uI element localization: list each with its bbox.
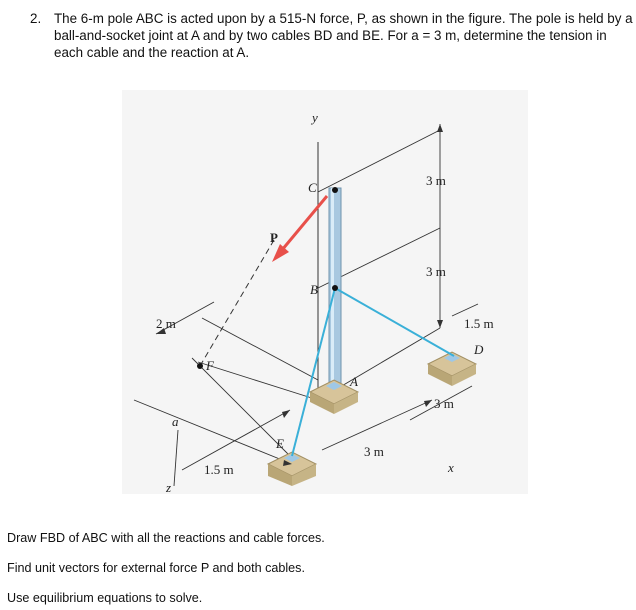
instruction-1: Draw FBD of ABC with all the reactions and cable forces. [7, 531, 325, 545]
label-a: A [350, 374, 358, 389]
label-c: C [308, 180, 317, 195]
label-y: y [312, 110, 318, 125]
label-e: E [276, 436, 284, 451]
pole-diagram [122, 90, 528, 494]
instruction-2: Find unit vectors for external force P and both cables. [7, 561, 305, 575]
guide-line [318, 130, 440, 192]
dim-3m-bottom: 3 m [364, 444, 384, 459]
dim-2m: 2 m [156, 316, 176, 331]
cable-bd [335, 288, 454, 356]
problem-number: 2. [30, 11, 42, 26]
point-c [332, 187, 338, 193]
dim-3m-mid: 3 m [426, 264, 446, 279]
label-a-dim: a [172, 414, 179, 429]
label-d: D [474, 342, 484, 357]
force-line-of-action [200, 240, 274, 366]
dim-1-5m-bottom: 1.5 m [204, 462, 234, 477]
label-z: z [166, 480, 172, 494]
point-b [332, 285, 338, 291]
force-p-arrow [282, 196, 327, 250]
z-axis [174, 430, 178, 486]
dimension-line [134, 400, 292, 464]
dimension-line [452, 304, 478, 316]
dim-3m-right: 3 m [434, 396, 454, 411]
label-x: x [448, 460, 454, 475]
support-d [428, 352, 476, 386]
problem-text: The 6-m pole ABC is acted upon by a 515-N force, P, as shown in the figure. The pole is held by a ball-and-socket joint at A and by two cables BD and BE. For a = 3 m, determine the tension in each cable and the reaction at A. [54, 11, 633, 60]
guide-line [198, 362, 318, 400]
label-b: B [310, 282, 318, 297]
point-f [197, 363, 203, 369]
label-p: P [270, 230, 278, 245]
dim-3m-top: 3 m [426, 173, 446, 188]
guide-line [202, 318, 318, 380]
label-f: F [206, 358, 214, 373]
figure-panel [122, 90, 528, 494]
instruction-3: Use equilibrium equations to solve. [7, 591, 203, 605]
dim-1-5m-right: 1.5 m [464, 316, 494, 331]
